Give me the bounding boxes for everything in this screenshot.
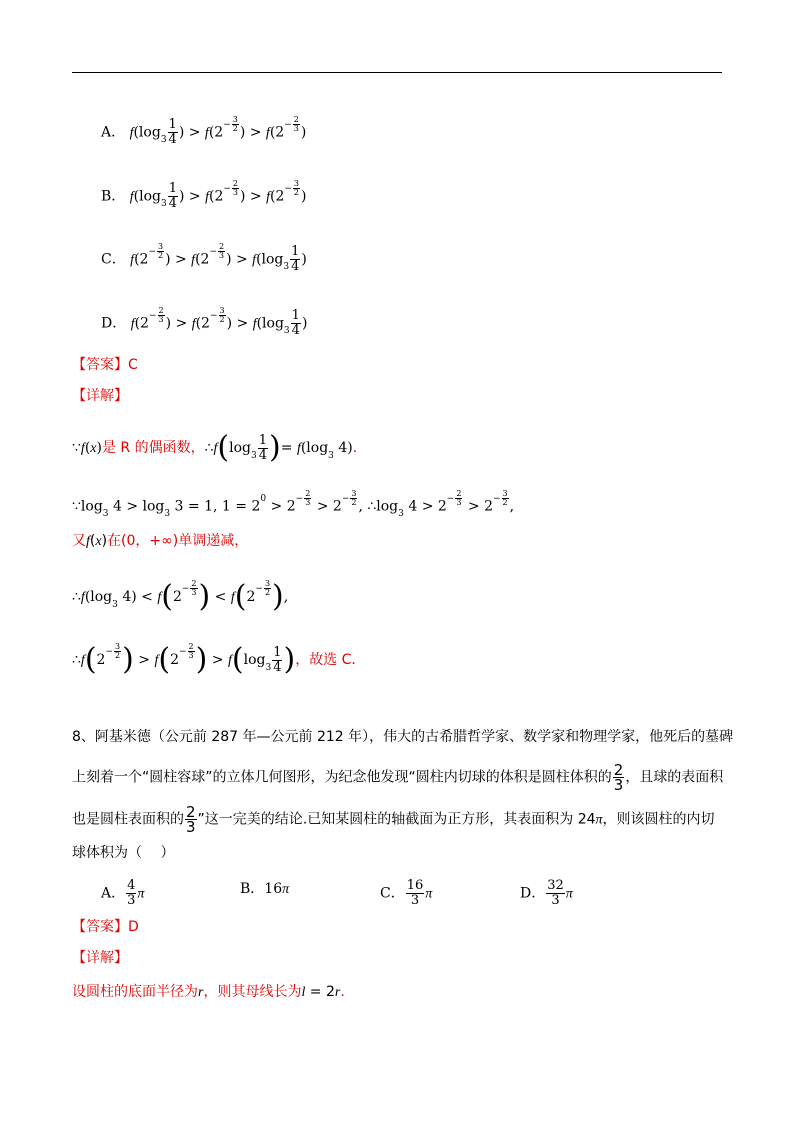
q7-answer: 【答案】C — [72, 357, 138, 373]
q7-option-a: A． $f(\log_3$ $\frac{1}{4}$ ) > $f(2^{- \frac{3}{2}}$ ) > $f(2^{- \frac{2}{3}}$ ) — [101, 114, 307, 147]
q8-option-c: C． $\frac{16}{3}$ π — [380, 878, 433, 908]
option-label: A． — [101, 124, 126, 141]
q8-stem-line1: 8、阿基米德（公元前 287 年—公元前 212 年），伟大的古希腊哲学家、数学家和物理学家，他死后的墓碑 — [72, 729, 734, 745]
option-label: B． — [101, 188, 126, 205]
q7-step-2: $\because\log_3$ $4 > \log_3 3 = 1$, $1 = 2^0 > 2^{- \frac{2}{3}}$ > $2^{- \frac{3}{2}}$ , $\therefore\log_3$ $4 > 2^{- \frac{2}{3}}$ > $2^{- \frac{3}{2}}$ , — [72, 489, 515, 520]
option-label: C． — [101, 251, 126, 268]
answer-value: C — [128, 357, 138, 373]
q8-option-a: A． $\frac{4}{3}$ π — [101, 878, 145, 908]
q7-step-3: 又f(x)在(0，+∞)单调递减， — [72, 533, 249, 549]
q7-detail-tag: 【详解】 — [72, 388, 128, 404]
q8-stem-line4: 球体积为（ ） — [72, 845, 175, 861]
q7-option-c: C． $f(2^{- \frac{3}{2}}$ ) > $f(2^{- \frac{2}{3}}$ ) > $f(\log_3$ $\frac{1}{4}$ ) — [101, 241, 307, 274]
q8-stem-line2: 上刻着一个“圆柱容球”的立体几何图形，为纪念他发现“圆柱内切球的体积是圆柱体积的 $\frac{2}{3}$ ，且球的表面积 — [72, 761, 724, 794]
header-rule — [72, 72, 722, 73]
q8-stem-line3: 也是圆柱表面积的 $\frac{2}{3}$ ”这一完美的结论.已知某圆柱的轴截面为正方形，其表面积为 24π，则该圆柱的内切 — [72, 803, 715, 836]
q7-step-4: $\therefore f(\log_3$ $4) < f(2^{- \frac{2}{3}}$ ) < $f(2^{- \frac{3}{2}}$ ), — [72, 579, 289, 614]
q8-detail-tag: 【详解】 — [72, 950, 128, 966]
q7-step-1: ∵f(x)是 R 的偶函数，$\therefore f(\log_3$ $\frac{1}{4}$ )= $f(\log_3$ 4). — [72, 430, 358, 465]
q8-option-b: B．16π — [240, 881, 290, 897]
q7-option-d: D． $f(2^{- \frac{2}{3}}$ ) > $f(2^{- \frac{3}{2}}$ ) > $f(\log_3$ $\frac{1}{4}$ ) — [101, 305, 308, 338]
option-label: D． — [101, 315, 127, 332]
q8-option-d: D． $\frac{32}{3}$ π — [520, 878, 573, 908]
q8-answer: 【答案】D — [72, 919, 139, 935]
q8-detail-line: 设圆柱的底面半径为r，则其母线长为l = 2r. — [72, 984, 345, 1000]
answer-value: D — [128, 919, 139, 935]
q7-step-5: $\therefore f(2^{- \frac{3}{2}}$ ) > $f(2^{- \frac{2}{3}}$ ) > $f(\log_3$ $\frac{1}{4}$ )，故选 C． — [72, 642, 366, 677]
q7-option-b: B． $f(\log_3$ $\frac{1}{4}$ ) > $f(2^{- \frac{2}{3}}$ ) > $f(2^{- \frac{3}{2}}$ ) — [101, 178, 307, 211]
